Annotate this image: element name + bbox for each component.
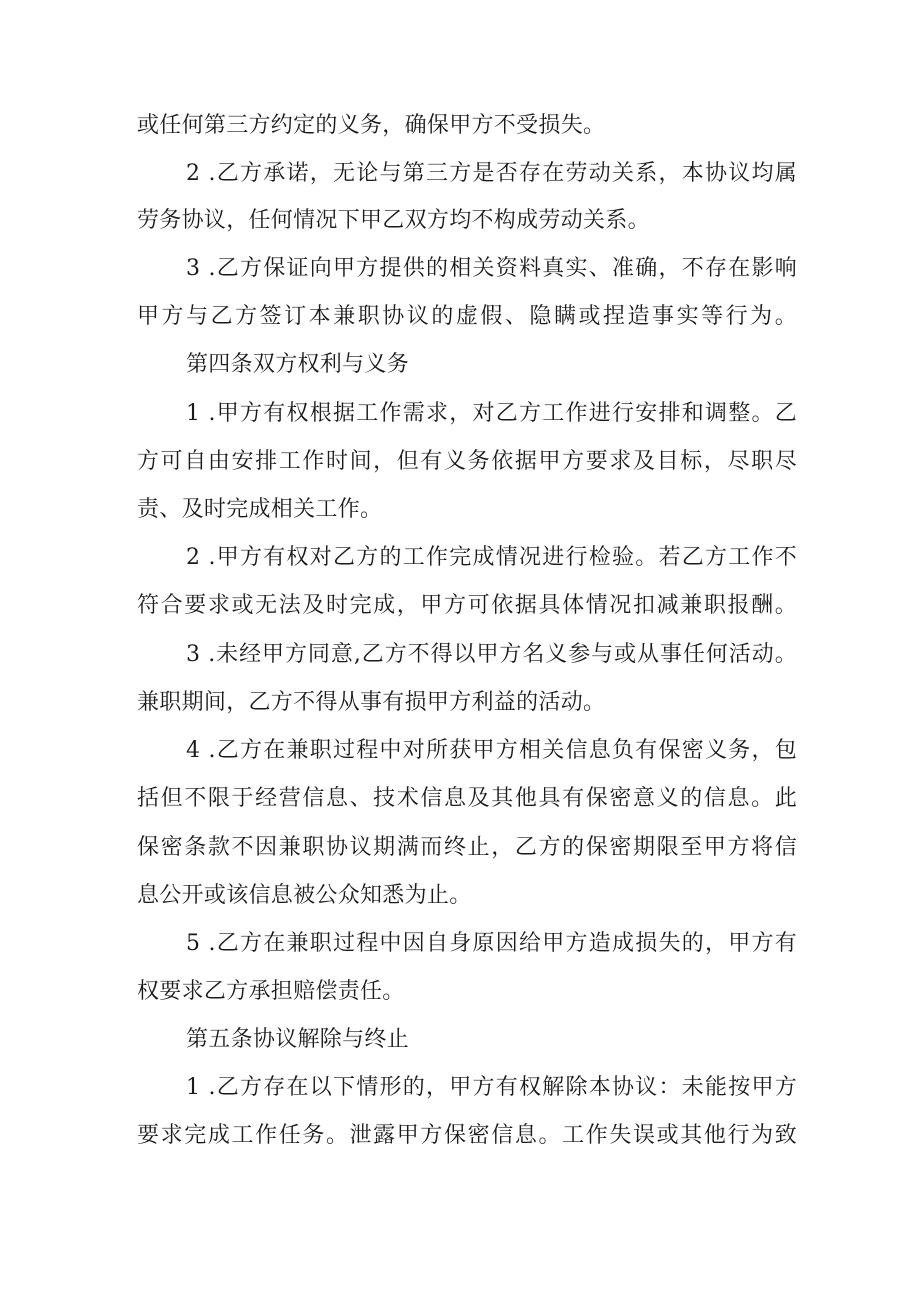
- section-heading: 第四条双方权利与义务: [186, 352, 410, 377]
- text-line: 息公开或该信息被公众知悉为止。: [137, 883, 472, 908]
- clause-paragraph-start: 1 .乙方存在以下情形的，甲方有权解除本协议：未能按甲方: [186, 1075, 797, 1100]
- text-line: 权要求乙方承担赔偿责任。: [137, 979, 405, 1004]
- clause-paragraph-start: 5 .乙方在兼职过程中因自身原因给甲方造成损失的，甲方有: [186, 931, 797, 956]
- clause-paragraph-start: 2 .甲方有权对乙方的工作完成情况进行检验。若乙方工作不: [186, 545, 797, 570]
- clause-paragraph-start: 3 .乙方保证向甲方提供的相关资料真实、准确，不存在影响: [186, 256, 797, 281]
- text-line: 要求完成工作任务。泄露甲方保密信息。工作失误或其他行为致: [137, 1123, 797, 1148]
- clause-paragraph-start: 4 .乙方在兼职过程中对所获甲方相关信息负有保密义务，包: [186, 738, 797, 763]
- text-line: 责、及时完成相关工作。: [137, 497, 383, 522]
- text-line: 括但不限于经营信息、技术信息及其他具有保密意义的信息。此: [137, 786, 797, 811]
- text-line: 符合要求或无法及时完成，甲方可依据具体情况扣减兼职报酬。: [137, 593, 797, 618]
- section-heading: 第五条协议解除与终止: [186, 1027, 410, 1052]
- text-line: 或任何第三方约定的义务，确保甲方不受损失。: [137, 113, 606, 138]
- text-line: 甲方与乙方签订本兼职协议的虚假、隐瞒或捏造事实等行为。: [137, 304, 797, 329]
- text-line: 兼职期间，乙方不得从事有损甲方利益的活动。: [137, 690, 606, 715]
- text-line: 劳务协议，任何情况下甲乙双方均不构成劳动关系。: [137, 208, 650, 233]
- text-line: 方可自由安排工作时间，但有义务依据甲方要求及目标，尽职尽: [137, 449, 797, 474]
- clause-paragraph-start: 2 .乙方承诺，无论与第三方是否存在劳动关系，本协议均属: [186, 161, 797, 186]
- clause-paragraph-start: 1 .甲方有权根据工作需求，对乙方工作进行安排和调整。乙: [186, 401, 797, 426]
- text-line: 保密条款不因兼职协议期满而终止，乙方的保密期限至甲方将信: [137, 835, 797, 860]
- clause-paragraph-start: 3 .未经甲方同意,乙方不得以甲方名义参与或从事任何活动。: [186, 642, 797, 667]
